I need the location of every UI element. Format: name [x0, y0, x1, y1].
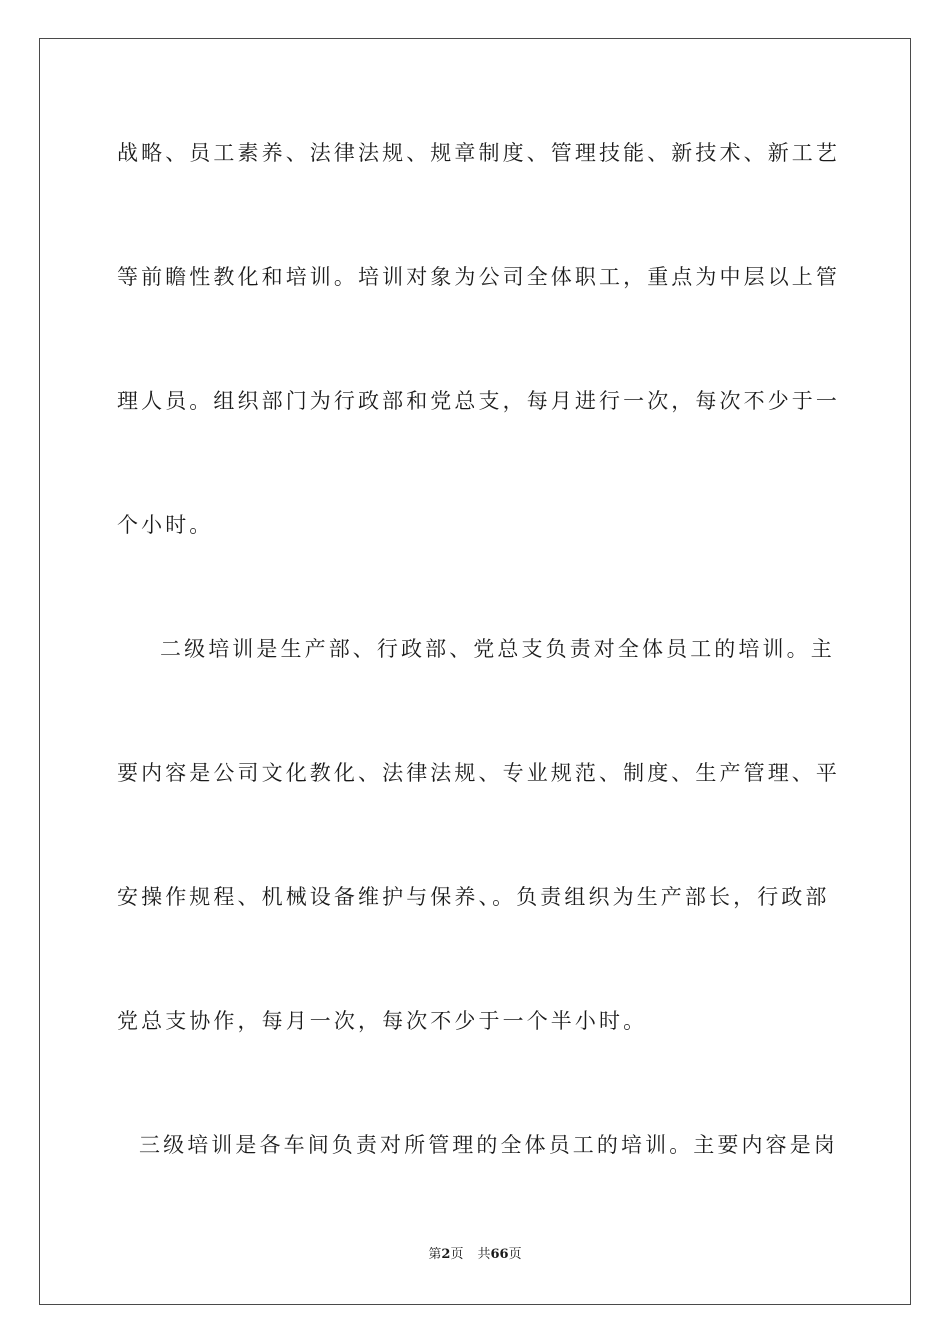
- body-line-8: 党总支协作，每月一次，每次不少于一个半小时。: [117, 1009, 648, 1033]
- footer-page-number: 2: [441, 1247, 451, 1262]
- footer-total-pages: 66: [490, 1247, 509, 1262]
- body-line-6: 要内容是公司文化教化、法律法规、专业规范、制度、生产管理、平: [117, 761, 840, 785]
- page-frame: [39, 38, 911, 1305]
- body-line-1: 战略、员工素养、法律法规、规章制度、管理技能、新技术、新工艺: [117, 141, 840, 165]
- body-line-7: 安操作规程、机械设备维护与保养、。负责组织为生产部长，行政部: [117, 885, 830, 909]
- footer-page-suffix: 页: [450, 1247, 464, 1262]
- body-line-2: 等前瞻性教化和培训。培训对象为公司全体职工，重点为中层以上管: [117, 265, 840, 289]
- body-line-4: 个小时。: [117, 513, 214, 537]
- body-line-9: 三级培训是各车间负责对所管理的全体员工的培训。主要内容是岗: [139, 1133, 838, 1157]
- body-line-3: 理人员。组织部门为行政部和党总支，每月进行一次，每次不少于一: [117, 389, 840, 413]
- page-footer: [0, 1246, 950, 1264]
- footer-total-prefix: 共: [477, 1247, 491, 1262]
- footer-page-prefix: 第: [428, 1247, 442, 1262]
- footer-total-suffix: 页: [508, 1247, 522, 1262]
- body-line-5: 二级培训是生产部、行政部、党总支负责对全体员工的培训。主: [160, 637, 835, 661]
